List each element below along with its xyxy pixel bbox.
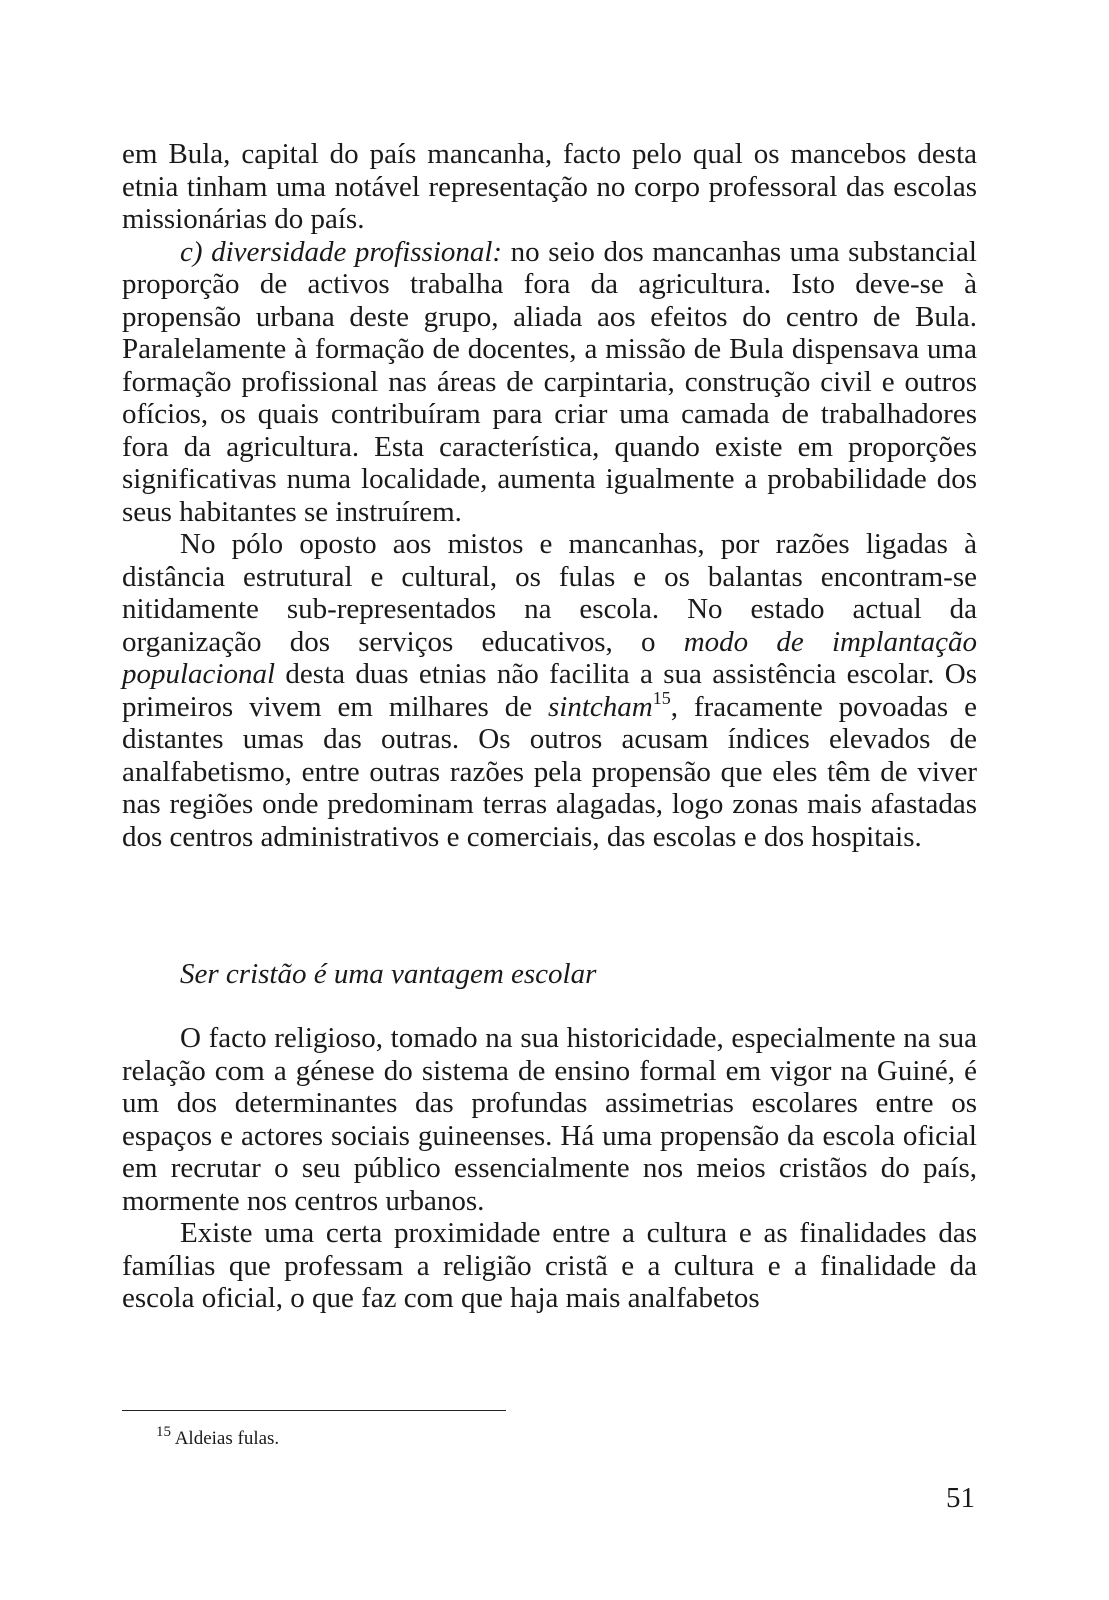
emphasis-text: sintcham — [548, 690, 653, 723]
footnote-reference[interactable]: 15 — [652, 687, 671, 708]
section-heading: Ser cristão é uma vantagem escolar — [180, 958, 597, 990]
paragraph-proximity — [122, 1217, 977, 1315]
paragraph-text: Existe uma certa proximidade entre a cultura e as finalidades das famílias que professam a religião cristã e a cultura e a finalidade da escola oficial, o que faz com que haja mais analfabetos — [122, 1217, 977, 1314]
footnote-number: 15 — [156, 1424, 171, 1440]
footnote-text: Aldeias fulas. — [171, 1428, 280, 1449]
paragraph-text: desta duas etnias não facilita a sua assistência escolar. Os primeiros vivem em milhares de — [122, 658, 977, 723]
paragraph-text: O facto religioso, tomado na sua historicidade, especialmente na sua relação com a génese do sistema de ensino formal em vigor na Guiné, é um dos determinantes das profundas assimetrias escolares entre os espaços e actores sociais guineenses. Há uma propensão da escola oficial em recrutar o seu público essencialmente nos meios cristãos do país, mormente nos centros urbanos. — [122, 1022, 977, 1217]
paragraph-fulas-balantas — [122, 528, 977, 853]
paragraph-continued — [122, 138, 977, 236]
footnote — [156, 1424, 280, 1450]
page-number: 51 — [946, 1482, 975, 1514]
paragraph-professional-diversity — [122, 236, 977, 529]
section-body-text — [122, 1022, 977, 1315]
body-text — [122, 138, 977, 853]
paragraph-text: , fracamente povoadas e distantes umas das outras. Os outros acusam índices elevados de analfabetismo, entre outras razões pela propensão que eles têm de viver nas regiões onde predominam terras alagadas, logo zonas mais afastadas dos centros administrativos e comerciais, das escolas e dos hospitais. — [122, 690, 978, 853]
paragraph-text: no seio dos mancanhas uma substancial proporção de activos trabalha fora da agricultura. Isto deve-se à propensão urbana deste grupo, aliada aos efeitos do centro de Bula. Paralelamente à formação de docentes, a missão de Bula dispensava uma formação profissional nas áreas de carpintaria, construção civil e outros ofícios, os quais contribuíram para criar uma camada de trabalhadores fora da agricultura. Esta característica, quando existe em proporções significativas numa localidade, aumenta igualmente a probabilidade dos seus habitantes se instruírem. — [122, 235, 977, 528]
paragraph-text: No pólo oposto aos mistos e mancanhas, por razões ligadas à distância estrutural e cultural, os fulas e os balantas encontram-se nitidamente sub-representados na escola. No estado actual da organização dos serviços educativos, o — [122, 528, 977, 658]
emphasis-text: modo de implantação populacional — [122, 625, 977, 690]
footnote-divider — [122, 1410, 506, 1411]
list-label: c) diversidade profissional: — [180, 235, 503, 268]
paragraph-religion — [122, 1022, 977, 1217]
paragraph-text: em Bula, capital do país mancanha, facto pelo qual os mancebos desta etnia tinham uma notável representação no corpo professoral das escolas missionárias do país. — [122, 138, 977, 235]
